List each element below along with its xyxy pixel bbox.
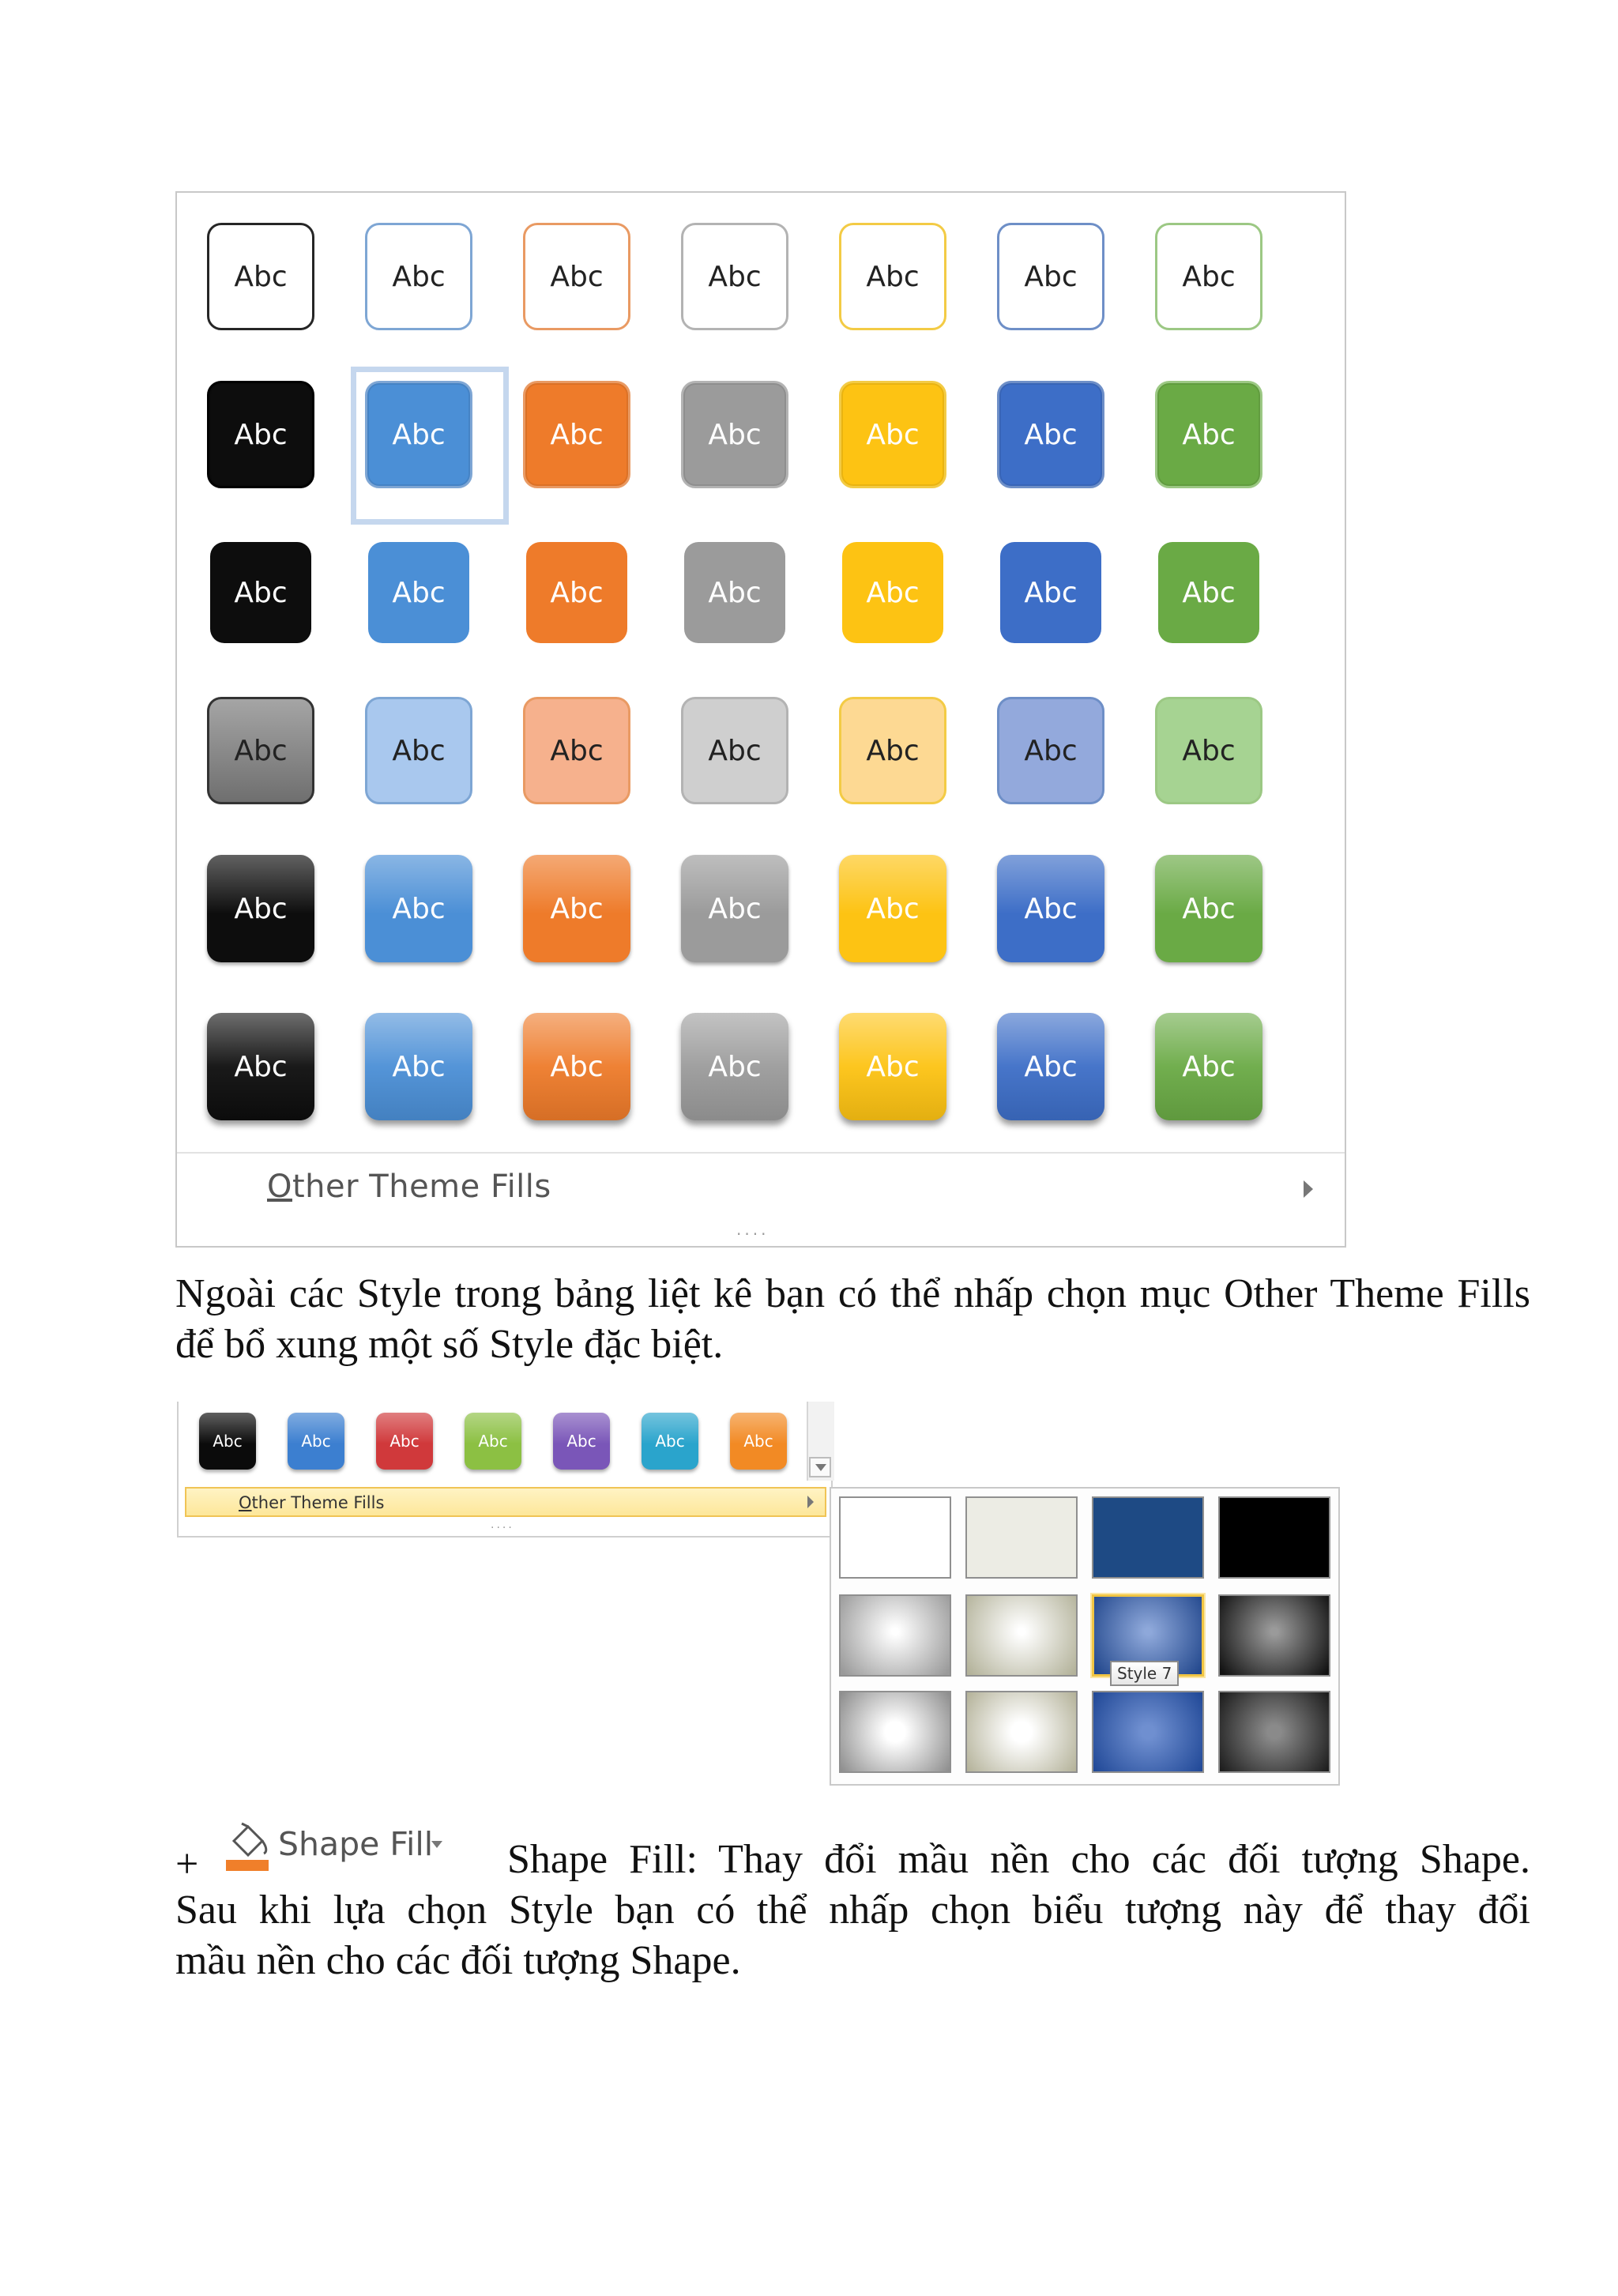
- style-swatch-label: Abc: [708, 576, 762, 609]
- style-swatch-outline[interactable]: [523, 223, 630, 330]
- paragraph-other-theme-fills: Ngoài các Style trong bảng liệt kê bạn có thể nhấp chọn mục Other Theme Fills để bổ xung một số Style đặc biệt.: [175, 1271, 1530, 1367]
- style-swatch-label: Abc: [1024, 576, 1078, 609]
- other-theme-fills-accel: O: [267, 1169, 292, 1205]
- style-swatch-raised[interactable]: [681, 1013, 788, 1120]
- style-swatch-raised[interactable]: [365, 1013, 472, 1120]
- ribbon-style-button[interactable]: [553, 1413, 610, 1470]
- style-swatch-gradient[interactable]: [681, 855, 788, 962]
- scroll-down-icon[interactable]: [809, 1457, 831, 1477]
- style-swatch-label: Abc: [234, 576, 288, 609]
- style-swatch-solid[interactable]: [839, 381, 946, 488]
- style-swatch-label: Abc: [1182, 260, 1236, 293]
- style-tooltip: Style 7: [1110, 1661, 1179, 1686]
- style-swatch-label: Abc: [1182, 1050, 1236, 1083]
- style-swatch-outline[interactable]: [997, 223, 1104, 330]
- style-swatch-outline[interactable]: [365, 223, 472, 330]
- style-swatch-label: Abc: [392, 576, 446, 609]
- theme-fill-swatch[interactable]: [839, 1594, 951, 1677]
- style-swatch-flat[interactable]: [1000, 542, 1101, 643]
- theme-fill-swatch[interactable]: [839, 1691, 951, 1773]
- style-swatch-label: Abc: [392, 1050, 446, 1083]
- shape-styles-gallery: [175, 191, 1346, 1248]
- style-swatch-label: Abc: [1182, 734, 1236, 767]
- paragraph-line: mầu nền cho các đối tượng Shape.: [175, 1938, 741, 1983]
- style-swatch-outline[interactable]: [207, 223, 314, 330]
- ribbon-other-theme-fills-rest: ther Theme Fills: [251, 1493, 385, 1512]
- theme-fill-swatch[interactable]: [1092, 1496, 1204, 1579]
- style-swatch-label: Abc: [392, 734, 446, 767]
- bullet-plus: +: [175, 1842, 199, 1887]
- theme-fill-swatch[interactable]: [1092, 1691, 1204, 1773]
- style-swatch-label: Abc: [866, 892, 920, 925]
- style-swatch-flat[interactable]: [368, 542, 469, 643]
- style-swatch-light[interactable]: [1155, 697, 1262, 804]
- style-swatch-label: Abc: [392, 418, 446, 451]
- selected-style-highlight: [351, 367, 509, 525]
- other-theme-fills-popup: [830, 1487, 1340, 1786]
- ribbon-style-label: Abc: [566, 1432, 596, 1451]
- style-swatch-flat[interactable]: [1158, 542, 1259, 643]
- ribbon-style-label: Abc: [743, 1432, 773, 1451]
- style-swatch-gradient[interactable]: [997, 855, 1104, 962]
- style-swatch-label: Abc: [1182, 892, 1236, 925]
- ribbon-other-theme-fills-accel: O: [239, 1493, 252, 1512]
- shape-styles-grid: [177, 193, 1345, 1147]
- style-swatch-outline[interactable]: [839, 223, 946, 330]
- style-swatch-gradient[interactable]: [523, 855, 630, 962]
- style-swatch-label: Abc: [1024, 892, 1078, 925]
- style-swatch-raised[interactable]: [1155, 1013, 1262, 1120]
- style-swatch-label: Abc: [234, 260, 288, 293]
- style-swatch-light[interactable]: [839, 697, 946, 804]
- style-swatch-gradient[interactable]: [365, 855, 472, 962]
- style-swatch-label: Abc: [1024, 734, 1078, 767]
- theme-fill-swatch[interactable]: [965, 1594, 1078, 1677]
- style-swatch-outline[interactable]: [681, 223, 788, 330]
- gallery-divider: [177, 1152, 1345, 1154]
- style-swatch-label: Abc: [866, 576, 920, 609]
- style-swatch-label: Abc: [234, 418, 288, 451]
- style-swatch-light[interactable]: [365, 697, 472, 804]
- style-swatch-label: Abc: [550, 892, 604, 925]
- style-swatch-solid[interactable]: [1155, 381, 1262, 488]
- ribbon-shape-styles: [177, 1402, 833, 1538]
- ribbon-resize-grip[interactable]: ....: [491, 1519, 514, 1531]
- ribbon-style-label: Abc: [478, 1432, 508, 1451]
- style-swatch-raised[interactable]: [207, 1013, 314, 1120]
- style-swatch-gradient[interactable]: [1155, 855, 1262, 962]
- ribbon-style-label: Abc: [213, 1432, 243, 1451]
- style-swatch-gradient[interactable]: [207, 855, 314, 962]
- ribbon-style-button[interactable]: [288, 1413, 344, 1470]
- style-swatch-label: Abc: [550, 734, 604, 767]
- resize-grip[interactable]: ....: [736, 1220, 769, 1239]
- style-swatch-label: Abc: [550, 1050, 604, 1083]
- ribbon-style-label: Abc: [655, 1432, 685, 1451]
- style-swatch-label: Abc: [1182, 576, 1236, 609]
- paragraph-shape-fill: [175, 1835, 1530, 1986]
- style-swatch-flat[interactable]: [684, 542, 785, 643]
- style-swatch-solid[interactable]: [681, 381, 788, 488]
- theme-fill-swatch[interactable]: [965, 1496, 1078, 1579]
- style-swatch-light[interactable]: [523, 697, 630, 804]
- style-swatch-label: Abc: [1182, 418, 1236, 451]
- theme-fill-swatch[interactable]: [1218, 1594, 1330, 1677]
- other-theme-fills-label: ther Theme Fills: [292, 1169, 551, 1205]
- style-swatch-label: Abc: [550, 418, 604, 451]
- theme-fill-swatch[interactable]: [839, 1496, 951, 1579]
- ribbon-other-theme-fills-label: [239, 1493, 384, 1512]
- style-swatch-raised[interactable]: [997, 1013, 1104, 1120]
- style-swatch-raised[interactable]: [839, 1013, 946, 1120]
- style-swatch-light[interactable]: [997, 697, 1104, 804]
- paragraph-line: Shape Fill: Thay đổi mầu nền cho các đối tượng Shape.: [507, 1837, 1530, 1882]
- ribbon-style-label: Abc: [301, 1432, 331, 1451]
- style-swatch-solid[interactable]: [997, 381, 1104, 488]
- ribbon-style-button[interactable]: [465, 1413, 521, 1470]
- style-swatch-solid[interactable]: [207, 381, 314, 488]
- style-swatch-flat[interactable]: [842, 542, 943, 643]
- style-swatch-label: Abc: [708, 734, 762, 767]
- theme-fill-swatch[interactable]: [1218, 1496, 1330, 1579]
- style-swatch-label: Abc: [234, 734, 288, 767]
- style-swatch-outline[interactable]: [1155, 223, 1262, 330]
- style-swatch-label: Abc: [392, 892, 446, 925]
- paragraph-line: Sau khi lựa chọn Style bạn có thể nhấp chọn biểu tượng này để thay đổi: [175, 1888, 1530, 1933]
- style-swatch-label: Abc: [392, 260, 446, 293]
- style-swatch-light[interactable]: [207, 697, 314, 804]
- style-swatch-label: Abc: [708, 1050, 762, 1083]
- ribbon-other-theme-fills-item[interactable]: [185, 1487, 826, 1517]
- style-swatch-label: Abc: [866, 260, 920, 293]
- style-swatch-label: Abc: [866, 734, 920, 767]
- style-swatch-label: Abc: [708, 260, 762, 293]
- other-theme-fills-item[interactable]: [267, 1169, 551, 1205]
- style-swatch-label: Abc: [1024, 260, 1078, 293]
- style-swatch-label: Abc: [708, 892, 762, 925]
- style-swatch-label: Abc: [1024, 1050, 1078, 1083]
- style-swatch-gradient[interactable]: [839, 855, 946, 962]
- style-swatch-label: Abc: [234, 892, 288, 925]
- theme-fill-swatch[interactable]: [1218, 1691, 1330, 1773]
- theme-fill-swatch[interactable]: [965, 1691, 1078, 1773]
- style-swatch-label: Abc: [550, 576, 604, 609]
- submenu-arrow-icon: [1304, 1180, 1313, 1198]
- shape-fill-label: Shape Fill: [278, 1825, 434, 1863]
- ribbon-style-button[interactable]: [730, 1413, 787, 1470]
- style-swatch-light[interactable]: [681, 697, 788, 804]
- style-swatch-solid[interactable]: [523, 381, 630, 488]
- style-swatch-label: Abc: [866, 418, 920, 451]
- style-swatch-label: Abc: [866, 1050, 920, 1083]
- ribbon-style-button[interactable]: [642, 1413, 698, 1470]
- ribbon-style-button[interactable]: [376, 1413, 433, 1470]
- style-swatch-label: Abc: [1024, 418, 1078, 451]
- style-swatch-label: Abc: [234, 1050, 288, 1083]
- submenu-arrow-icon: [807, 1496, 814, 1508]
- style-swatch-flat[interactable]: [210, 542, 311, 643]
- ribbon-style-label: Abc: [389, 1432, 420, 1451]
- style-swatch-raised[interactable]: [523, 1013, 630, 1120]
- ribbon-style-button[interactable]: [199, 1413, 256, 1470]
- style-swatch-label: Abc: [708, 418, 762, 451]
- style-swatch-label: Abc: [550, 260, 604, 293]
- style-swatch-flat[interactable]: [526, 542, 627, 643]
